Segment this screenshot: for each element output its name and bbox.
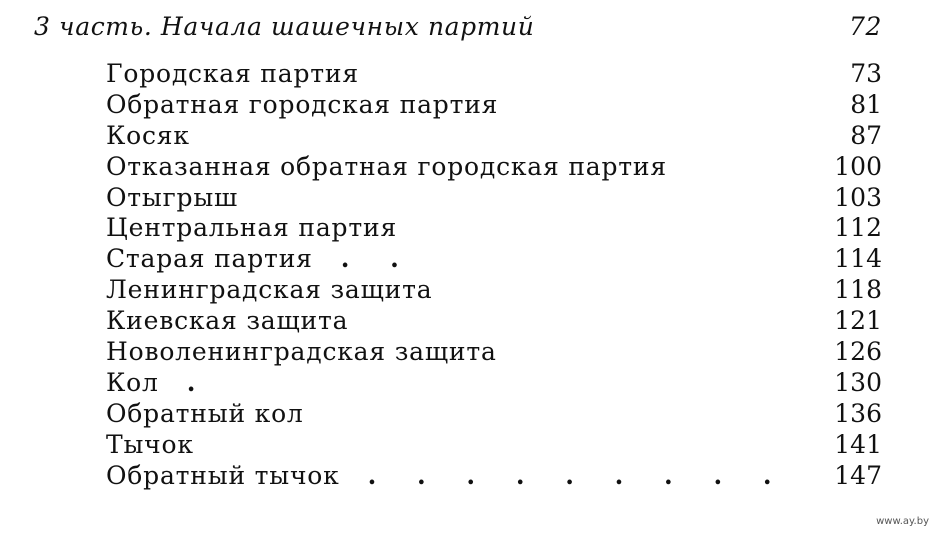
- toc-entry-page: 73: [850, 58, 882, 88]
- toc-entry-leader: . .: [340, 244, 415, 274]
- toc-entry: [106, 89, 882, 120]
- toc-entry: [106, 429, 882, 460]
- toc-entry-page: 147: [834, 460, 882, 490]
- toc-entry: [106, 367, 882, 398]
- toc-entry-page: 100: [834, 151, 882, 181]
- toc-entry-title: Отыгрыш: [106, 182, 239, 212]
- toc-entry: [106, 212, 882, 243]
- toc-entry: [106, 274, 882, 305]
- toc-entry: [106, 460, 882, 491]
- toc-entry: [106, 305, 882, 336]
- toc-entry: [106, 120, 882, 151]
- toc-entry-title: Тычок: [106, 429, 194, 459]
- toc-entry-leader: .: [186, 367, 212, 397]
- toc-list: [106, 58, 882, 490]
- toc-entry-leader: . . . . . . . . .: [367, 460, 788, 490]
- toc-entry: [106, 151, 882, 182]
- toc-entry-title: Старая партия: [106, 244, 313, 274]
- toc-entry: [106, 336, 882, 367]
- toc-entry-title: Киевская защита: [106, 306, 349, 336]
- toc-entry-page: 118: [834, 275, 882, 305]
- section-title: 3 часть. Начала шашечных партий: [34, 11, 535, 41]
- toc-entry-page: 130: [834, 367, 882, 397]
- toc-entry-page: 114: [834, 244, 882, 274]
- toc-entry: [106, 182, 882, 213]
- toc-entry-page: 103: [834, 182, 882, 212]
- toc-entry-page: 136: [834, 398, 882, 428]
- toc-entry-title: Обратная городская партия: [106, 89, 499, 119]
- toc-entry-title: Отказанная обратная городская партия: [106, 151, 667, 181]
- toc-entry-title: Городская партия: [106, 58, 359, 88]
- toc-entry-page: 126: [834, 336, 882, 366]
- toc-entry-title: Обратный тычок: [106, 460, 340, 490]
- toc-entry-title: Новоленинградская защита: [106, 336, 497, 366]
- section-heading: [34, 8, 882, 44]
- toc-entry-title: Обратный кол: [106, 398, 304, 428]
- toc-entry-page: 87: [850, 120, 882, 150]
- toc-entry-page: 81: [850, 89, 882, 119]
- toc-entry-title: Косяк: [106, 120, 190, 150]
- section-page-number: 72: [848, 11, 882, 41]
- toc-entry: [106, 398, 882, 429]
- watermark: www.ay.by: [876, 516, 929, 527]
- toc-entry-title: Ленинградская защита: [106, 275, 433, 305]
- toc-entry: [106, 243, 882, 274]
- toc-entry-title: Центральная партия: [106, 213, 398, 243]
- toc-entry-page: 141: [834, 429, 882, 459]
- toc-entry-title: Кол: [106, 367, 159, 397]
- toc-entry: [106, 58, 882, 89]
- toc-entry-page: 112: [834, 213, 882, 243]
- toc-entry-page: 121: [834, 306, 882, 336]
